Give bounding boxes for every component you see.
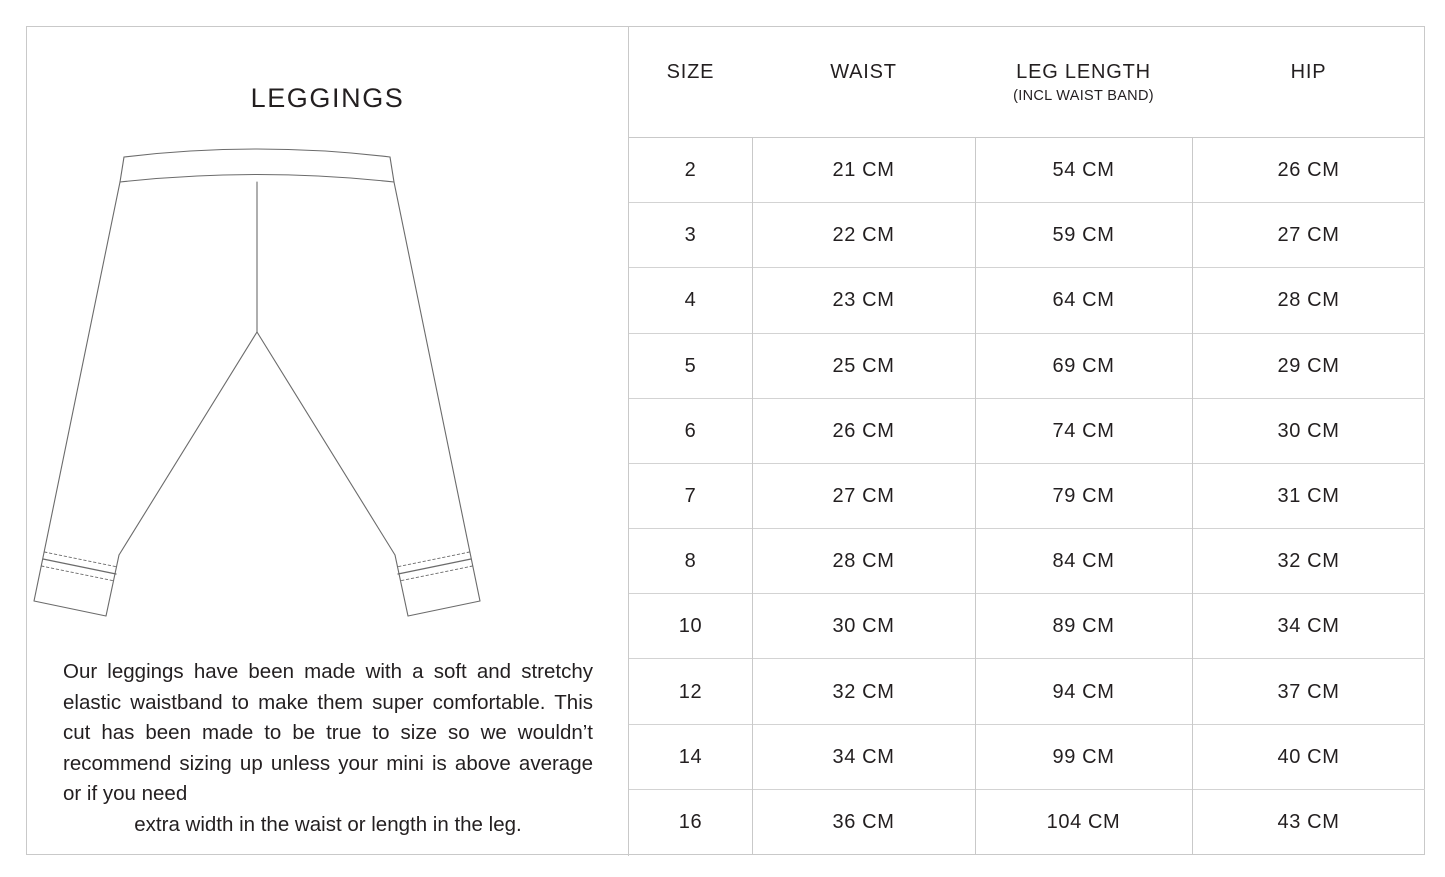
cell-hip: 32 CM (1277, 550, 1340, 573)
cell-waist: 23 CM (832, 289, 895, 312)
cell-hip: 29 CM (1277, 354, 1340, 377)
cell-waist: 22 CM (832, 224, 895, 247)
column-header-leg-length-sublabel: (INCL WAIST BAND) (1013, 88, 1154, 104)
table-row (629, 203, 1425, 268)
cell-leg-length: 59 CM (1052, 224, 1115, 247)
table-row (629, 790, 1425, 855)
cell-waist: 26 CM (832, 419, 895, 442)
cell-waist: 27 CM (832, 484, 895, 507)
column-header-hip (1192, 27, 1425, 138)
garment-description (63, 657, 593, 840)
cell-leg-length: 64 CM (1052, 289, 1115, 312)
column-header-size-label: SIZE (666, 61, 715, 83)
description-last-line: extra width in the waist or length in the leg. (134, 812, 522, 836)
cell-hip: 31 CM (1277, 484, 1340, 507)
garment-panel (27, 27, 628, 854)
column-header-size (629, 27, 752, 138)
table-row (629, 659, 1425, 724)
column-header-leg-length (975, 27, 1192, 138)
column-header-waist-label: WAIST (830, 61, 897, 83)
cell-hip: 40 CM (1277, 745, 1340, 768)
cell-leg-length: 104 CM (1046, 810, 1121, 833)
cell-leg-length: 54 CM (1052, 159, 1115, 182)
column-header-hip-label: HIP (1290, 61, 1327, 83)
table-row (629, 334, 1425, 399)
cell-hip: 37 CM (1277, 680, 1340, 703)
table-row (629, 138, 1425, 203)
cell-size: 5 (684, 354, 697, 377)
cell-size: 8 (684, 550, 697, 573)
table-row (629, 594, 1425, 659)
cell-waist: 32 CM (832, 680, 895, 703)
table-row (629, 529, 1425, 594)
cell-size: 12 (678, 680, 703, 703)
cell-size: 3 (684, 224, 697, 247)
table-row (629, 464, 1425, 529)
cell-hip: 27 CM (1277, 224, 1340, 247)
cell-size: 4 (684, 289, 697, 312)
cell-leg-length: 69 CM (1052, 354, 1115, 377)
cell-waist: 25 CM (832, 354, 895, 377)
page-title: LEGGINGS (250, 83, 405, 113)
column-header-leg-length-label: LEG LENGTH (1016, 61, 1151, 83)
cell-leg-length: 79 CM (1052, 484, 1115, 507)
cell-size: 10 (678, 615, 703, 638)
cell-leg-length: 99 CM (1052, 745, 1115, 768)
leggings-illustration (27, 135, 628, 655)
table-row (629, 399, 1425, 464)
cell-leg-length: 89 CM (1052, 615, 1115, 638)
size-table (629, 27, 1425, 855)
cell-size: 7 (684, 484, 697, 507)
cell-waist: 21 CM (832, 159, 895, 182)
cell-waist: 36 CM (832, 810, 895, 833)
column-rule-1 (752, 138, 753, 855)
table-row (629, 725, 1425, 790)
leggings-flat-sketch-icon (27, 135, 628, 655)
cell-hip: 43 CM (1277, 810, 1340, 833)
cell-waist: 30 CM (832, 615, 895, 638)
cell-hip: 26 CM (1277, 159, 1340, 182)
column-rule-3 (1192, 138, 1193, 855)
cell-hip: 34 CM (1277, 615, 1340, 638)
table-row (629, 268, 1425, 333)
cell-leg-length: 84 CM (1052, 550, 1115, 573)
cell-size: 6 (684, 419, 697, 442)
description-main-text: Our leggings have been made with a soft and stretchy elastic waistband to make them super comfortable. This cut has been made to be true to size so we wouldn’t recommend sizing up unless your mini is above average or if you need (63, 660, 593, 805)
cell-leg-length: 74 CM (1052, 419, 1115, 442)
cell-waist: 34 CM (832, 745, 895, 768)
cell-hip: 30 CM (1277, 419, 1340, 442)
cell-size: 2 (684, 159, 697, 182)
cell-size: 16 (678, 810, 703, 833)
cell-hip: 28 CM (1277, 289, 1340, 312)
cell-waist: 28 CM (832, 550, 895, 573)
cell-leg-length: 94 CM (1052, 680, 1115, 703)
column-rule-2 (975, 138, 976, 855)
cell-size: 14 (678, 745, 703, 768)
column-header-waist (752, 27, 975, 138)
table-header-row (629, 27, 1425, 138)
table-body (629, 138, 1425, 855)
